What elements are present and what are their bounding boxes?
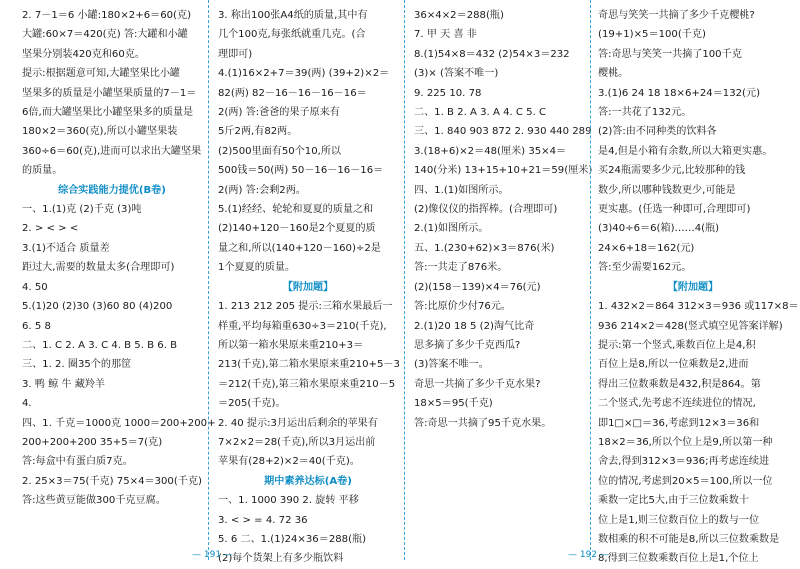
page-number-right: — 192 — [568,550,609,560]
answer-line: 综合实践能力提优(B卷) [58,184,166,196]
answer-line: 3.(1)不适合 质量差 [22,242,110,254]
answer-line: 2(两) 答:爸爸的果子原来有 [218,107,340,119]
answer-line: 数相乘的积不可能是8,所以三位数乘数是 [598,533,780,545]
answer-line: 提示:根据题意可知,大罐坚果比小罐 [22,68,181,80]
answer-line: 答:每盒中有蛋白质7克。 [22,456,133,468]
answer-line: 一、1.(1)克 (2)千克 (3)吨 [22,204,142,216]
answer-line: 2.(1)如图所示。 [414,223,489,235]
answer-line: 即1□×□＝36,考虑到12×3＝36和 [598,417,760,429]
answer-line: 坚果分别装420克和60克。 [22,48,145,60]
answer-line: 答:至少需要162元。 [598,262,692,274]
column-1 [22,6,216,511]
answer-line: (3)× (答案不唯一) [414,68,499,80]
answer-line: 3. < > = 4. 72 36 [218,514,308,526]
page-number-left: — 191 — [192,550,233,560]
answer-line: (19+1)×5＝100(千克) [598,29,706,41]
answer-line: 4.(1)16×2+7＝39(两) (39+2)×2＝ [218,68,390,80]
answer-line: 4. [22,398,32,410]
answer-line: 位的情况,考虑到20×5＝100,所以一位 [598,475,773,487]
answer-line: 18×5＝95(千克) [414,398,493,410]
answer-line: 三、1. 840 903 872 2. 930 440 289 [414,126,592,138]
answer-line: 2. 7－1＝6 小罐:180×2+6＝60(克) [22,10,192,21]
answer-line: 四、1.(1)如图所示。 [414,184,509,196]
answer-line: 3. 称出100张A4纸的质量,其中有 [218,10,368,21]
answer-line: 苹果有(28+2)×2＝40(千克)。 [218,456,360,468]
column-4 [598,6,799,569]
answer-line: 140(分米) 13+15+10+21＝59(厘米) [414,165,593,177]
answer-line: 2. 25×3＝75(千克) 75×4＝300(千克) [22,475,202,487]
answer-line: 24×6+18＝162(元) [598,242,695,254]
answer-line: 1. 432×2＝864 312×3＝936 或117×8＝ [598,301,799,313]
answer-line: (3)40÷6＝6(箱)……4(瓶) [598,223,720,235]
answer-line: 8.(1)54×8＝432 (2)54×3＝232 [414,48,570,60]
answer-line: 样重,平均每箱重630÷3＝210(千克), [218,320,387,332]
answer-line: 8,得到三位数乘数百位上是1,个位上 [598,553,759,565]
answer-line: 6. 5 8 [22,320,51,332]
answer-line: 360÷6＝60(克),进而可以求出大罐坚果 [22,145,202,157]
answer-line: 200+200+200 35+5＝7(克) [22,436,163,448]
answer-line: 的质量。 [22,165,63,177]
answer-line: 四、1. 千克＝1000克 1000＝200+200+ [22,417,216,429]
answer-line: 答:比原价少付76元。 [414,301,511,313]
answer-line: (2)(158－139)×4＝76(元) [414,281,541,293]
answer-line: 5斤2两,有82两。 [218,126,298,138]
answer-line: 5. 6 二、1.(1)24×36＝288(瓶) [218,533,367,545]
answer-line: 距过大,需要的数量太多(合理即可) [22,262,175,274]
answer-line: 更实惠。(任选一种即可,合理即可) [598,204,751,216]
answer-line: 期中素养达标(A卷) [264,475,352,487]
answer-line: 3.(1)6 24 18 18×6+24＝132(元) [598,87,761,99]
answer-line: 82(两) 82－16－16－16－16＝ [218,87,367,99]
answer-line: 6倍,而大罐坚果比小罐坚果多的质量是 [22,107,194,119]
answer-line: (2)每个货架上有多少瓶饮料 [218,553,344,565]
column-divider [590,0,591,560]
answer-line: ＝205(千克)。 [218,398,286,410]
answer-line: 答:奇思一共摘了95千克水果。 [414,417,552,429]
answer-line: 答:一共花了132元。 [598,107,692,119]
answer-line: 2(两) 答:会剩2两。 [218,184,306,196]
answer-line: 数少,所以哪种钱数更少,可能是 [598,184,736,196]
answer-line: 【附加题】 [667,281,719,293]
answer-line: 答:一共走了876米。 [414,262,508,274]
answer-line: 是4,但是小箱有余数,所以大箱更实惠。 [598,145,773,157]
answer-line: 坚果多的质量是小罐坚果质量的7－1＝ [22,87,197,99]
answer-line: 量之和,所以(140+120－160)÷2是 [218,242,381,254]
answer-line: 二、1. C 2. A 3. C 4. B 5. B 6. B [22,339,178,351]
answer-line: 二个竖式,先考虑不连续进位的情况, [598,398,756,410]
column-divider [208,0,209,560]
answer-line: 理即可) [218,48,253,60]
answer-line: 18×2＝36,所以个位上是9,所以第一种 [598,436,773,448]
answer-line: (2)答:由不同种类的饮料各 [598,126,717,138]
answer-line: 1个夏夏的质量。 [218,262,296,274]
answer-line: 几个100克,每张纸就重几克。(合 [218,29,366,41]
answer-line: (2)像仪仪的指挥棒。(合理即可) [414,204,558,216]
answer-line: 5.(1)20 (2)30 (3)60 80 (4)200 [22,301,173,313]
answer-line: 舍去,得到312×3＝936;再考虑连续进 [598,456,770,468]
answer-line: 2.(1)20 18 5 (2)淘气比奇 [414,320,535,332]
answer-line: 买24瓶需要多少元,比较那种的钱 [598,165,746,177]
answer-line: 5.(1)经经、轮轮和夏夏的质量之和 [218,204,374,216]
answer-line: 大罐:60×7＝420(克) 答:大罐和小罐 [22,29,188,41]
answer-line: 答:这些黄豆能做300千克豆腐。 [22,495,166,507]
answer-line: (2)500里面有50个10,所以 [218,145,342,157]
answer-line: 7×2×2＝28(千克),所以3月运出前 [218,436,376,448]
answer-line: 位上是1,则三位数百位上的数与一位 [598,514,760,526]
answer-line: 【附加题】 [282,281,334,293]
column-2 [218,6,398,569]
answer-line: 2. > < > < [22,223,79,235]
answer-line: 奇思与笑笑一共摘了多少千克樱桃? [598,10,755,21]
answer-line: 2. 40 提示:3月运出后剩余的苹果有 [218,417,378,429]
answer-line: 五、1.(230+62)×3＝876(米) [414,242,555,254]
answer-line: 提示:第一个竖式,乘数百位上是4,积 [598,339,756,351]
answer-line: (2)140+120－160是2个夏夏的质 [218,223,376,235]
column-3 [414,6,593,433]
answer-line: 213(千克),第二箱水果原来重210+5－3 [218,359,400,371]
column-divider [404,0,405,560]
answer-line: 二、1. B 2. A 3. A 4. C 5. C [414,107,547,119]
answer-line: (3)答案不唯一。 [414,359,489,371]
answer-line: ＝212(千克),第三箱水果原来重210－5 [218,378,396,390]
answer-line: 3. 鸭 鲸 牛 藏羚羊 [22,378,106,390]
answer-line: 一、1. 1000 390 2. 旋转 平移 [218,495,359,507]
answer-line: 7. 甲 天 喜 非 [414,29,477,41]
answer-line: 答:奇思与笑笑一共摘了100千克 [598,48,742,60]
answer-line: 936 214×2＝428(竖式填空见答案详解) [598,320,783,332]
answer-line: 36×4×2＝288(瓶) [414,10,504,21]
answer-line: 4. 50 [22,281,48,293]
answer-line: 180×2＝360(克),所以小罐坚果装 [22,126,178,138]
answer-line: 奇思一共摘了多少千克水果? [414,378,541,390]
answer-line: 所以第一箱水果原来重210+3＝ [218,339,364,351]
answer-line: 思多摘了多少千克西瓜? [414,339,521,351]
answer-line: 3.(18+6)×2＝48(厘米) 35×4＝ [414,145,567,157]
answer-line: 三、1. 2. 圈35个的那筐 [22,359,132,371]
answer-line: 樱桃。 [598,68,629,80]
answer-line: 得出三位数乘数是432,积是864。第 [598,378,761,390]
answer-line: 9. 225 10. 78 [414,87,482,99]
answer-line: 乘数一定比5大,由于三位数乘数十 [598,495,749,507]
answer-line: 百位上是8,所以一位乘数是2,进而 [598,359,749,371]
answer-line: 500钱＝50(两) 50－16－16－16＝ [218,165,384,177]
answer-line: 1. 213 212 205 提示:三箱水果最后一 [218,301,393,313]
